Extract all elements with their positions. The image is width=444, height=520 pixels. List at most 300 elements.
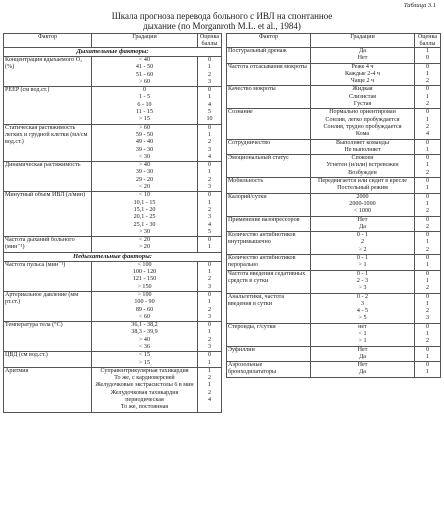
table-row bbox=[227, 270, 441, 293]
score-value: 3 bbox=[207, 343, 212, 350]
gradation-value: Нормально ориентирован bbox=[329, 109, 396, 116]
gradation-value: < 20 bbox=[138, 237, 151, 244]
gradation-value: > 100 bbox=[137, 291, 152, 298]
gradation-value: Не выполняет bbox=[344, 146, 381, 153]
gradation-value: < 1000 bbox=[353, 208, 372, 215]
gradation-value: То же, постоянная bbox=[120, 404, 169, 411]
score-value: 0 bbox=[425, 155, 430, 162]
table-row bbox=[4, 57, 222, 87]
gradation-cell bbox=[92, 87, 198, 124]
gradation-value: Выполняет команды bbox=[336, 139, 389, 146]
gradation-value: 10,1 - 15 bbox=[133, 199, 156, 206]
score-value: 1 bbox=[425, 48, 430, 54]
table-row bbox=[227, 63, 441, 86]
factor-name: Сознание bbox=[228, 109, 253, 116]
factor-cell bbox=[227, 48, 311, 64]
factor-cell bbox=[227, 362, 311, 378]
gradation-cell bbox=[311, 193, 415, 216]
gradation-value: 3 bbox=[360, 300, 365, 307]
gradation-value: < 36 bbox=[138, 343, 151, 350]
score-value: 0 bbox=[425, 362, 430, 369]
gradation-value: < 100 bbox=[137, 261, 152, 268]
score-value: 0 bbox=[425, 346, 430, 353]
gradation-value: 29 - 20 bbox=[135, 176, 154, 183]
score-value: 0 bbox=[425, 255, 430, 262]
factor-cell bbox=[4, 291, 92, 321]
gradation-value: 49 - 40 bbox=[135, 139, 154, 146]
factor-cell bbox=[4, 237, 92, 253]
score-cell bbox=[198, 87, 222, 124]
gradation-value: Сонлив, легко пробуждается bbox=[325, 116, 400, 123]
score-value: 1 bbox=[425, 369, 430, 376]
score-value: 0 bbox=[425, 216, 430, 223]
gradation-value: Нет bbox=[357, 346, 368, 353]
score-value: 4 bbox=[207, 397, 212, 404]
table-row bbox=[227, 48, 441, 64]
gradation-value: Кома bbox=[355, 131, 370, 138]
score-cell bbox=[415, 178, 441, 194]
score-cell bbox=[198, 352, 222, 368]
gradation-cell bbox=[311, 293, 415, 323]
score-value: 5 bbox=[207, 228, 212, 235]
score-value: 0 bbox=[207, 291, 212, 298]
gradation-cell bbox=[92, 291, 198, 321]
factor-name: Минутный объем ИВЛ (л/мин) bbox=[5, 192, 86, 199]
gradation-value: > 40 bbox=[138, 336, 151, 343]
table-row bbox=[4, 352, 222, 368]
score-value: 1 bbox=[425, 330, 430, 337]
factor-cell bbox=[4, 87, 92, 124]
gradation-value: 6 - 10 bbox=[137, 101, 152, 108]
table-row bbox=[4, 322, 222, 352]
score-cell bbox=[415, 323, 441, 346]
gradation-value: > 40 bbox=[138, 162, 151, 169]
score-value: 1 bbox=[207, 94, 212, 101]
score-value: 0 bbox=[207, 237, 212, 244]
factor-name: Статическая растяжимость легких и грудной клетки (мл/см вод.ст.) bbox=[5, 124, 88, 146]
score-value: 1 bbox=[207, 329, 212, 336]
factor-cell bbox=[227, 178, 311, 194]
factor-name: Стероиды, г/сутки bbox=[228, 323, 276, 330]
gradation-value: > 30 bbox=[138, 228, 151, 235]
table-row bbox=[227, 293, 441, 323]
gradation-value: 20,1 - 25 bbox=[133, 214, 156, 221]
score-cell bbox=[415, 216, 441, 232]
score-value: 2 bbox=[207, 71, 212, 78]
factor-name: Частота введения седативных средств в сутки bbox=[228, 270, 306, 284]
title-line-1: Шкала прогноза перевода больного с ИВЛ на спонтанное bbox=[111, 11, 333, 21]
gradation-value: 1 - 5 bbox=[138, 94, 151, 101]
gradation-value: > 60 bbox=[138, 78, 151, 85]
score-value: 1 bbox=[425, 239, 430, 246]
table-row bbox=[227, 255, 441, 271]
gradation-cell bbox=[311, 86, 415, 109]
gradation-value: Постельный режим bbox=[337, 185, 388, 192]
gradation-value: > 1 bbox=[358, 338, 367, 345]
gradation-value: > 1 bbox=[358, 262, 367, 269]
factor-cell bbox=[4, 162, 92, 192]
score-value: 2 bbox=[207, 206, 212, 213]
score-value: 2 bbox=[425, 169, 430, 176]
right-table bbox=[226, 33, 441, 378]
factor-name: Эуфиллин bbox=[228, 346, 255, 353]
gradation-value: Густая bbox=[353, 101, 372, 108]
score-value: 1 bbox=[207, 269, 212, 276]
gradation-value: < 10 bbox=[138, 192, 151, 199]
score-value: 3 bbox=[207, 184, 212, 191]
gradation-value: 2 - 3 bbox=[356, 277, 369, 284]
score-value: 1 bbox=[425, 162, 430, 169]
score-value: 3 bbox=[207, 283, 212, 290]
gradation-value: 41 - 50 bbox=[135, 64, 154, 71]
right-table-body bbox=[227, 48, 441, 378]
score-cell bbox=[415, 86, 441, 109]
factor-cell bbox=[227, 109, 311, 139]
gradation-cell bbox=[311, 216, 415, 232]
factor-name: Сотрудничество bbox=[228, 139, 271, 146]
gradation-value: 39 - 30 bbox=[135, 146, 154, 153]
score-value: 2 bbox=[425, 308, 430, 315]
factor-name: Количество антибиотиков внутримышечно bbox=[228, 232, 296, 246]
factor-name: Калорий/сутки bbox=[228, 193, 267, 200]
factor-name: Частота пульса (мин⁻¹) bbox=[5, 261, 66, 268]
score-value: 0 bbox=[207, 87, 212, 94]
score-value: 1 bbox=[425, 200, 430, 207]
score-cell bbox=[415, 346, 441, 362]
gradation-cell bbox=[92, 261, 198, 291]
factor-name: Температура тела (°С) bbox=[5, 322, 63, 329]
gradation-value: 0 - 1 bbox=[356, 232, 369, 239]
score-value: 2 bbox=[207, 176, 212, 183]
gradation-cell bbox=[311, 63, 415, 86]
score-value: 1 bbox=[207, 359, 212, 366]
factor-name: Эмоциональный статус bbox=[228, 155, 289, 162]
score-value: 2 bbox=[425, 101, 430, 108]
score-value: 1 bbox=[425, 353, 430, 360]
gradation-value: 0 - 1 bbox=[356, 270, 369, 277]
header-gradation: Градации bbox=[92, 34, 198, 48]
gradation-value: > 20 bbox=[138, 244, 151, 251]
gradation-value: > 15 bbox=[138, 359, 151, 366]
table-row bbox=[227, 155, 441, 178]
factor-name: Артериальное давление (мм рт.ст.) bbox=[5, 291, 79, 306]
factor-cell bbox=[227, 63, 311, 86]
score-cell bbox=[198, 124, 222, 161]
gradation-cell bbox=[311, 255, 415, 271]
gradation-value: Желудочковые экстрасистолы 6 в мин bbox=[95, 382, 194, 389]
gradation-value: < 20 bbox=[138, 184, 151, 191]
table-row bbox=[227, 86, 441, 109]
gradation-value: > 5 bbox=[358, 315, 367, 322]
section-row bbox=[4, 48, 222, 57]
gradation-value: 0 - 1 bbox=[356, 255, 369, 262]
score-value: 0 bbox=[425, 293, 430, 300]
factor-name: Качество мокроты bbox=[228, 86, 276, 93]
score-value: 0 bbox=[425, 63, 430, 70]
table-row bbox=[4, 237, 222, 253]
section-title: Недыхательные факторы: bbox=[4, 252, 222, 261]
gradation-value: То же, с кардиоверсией bbox=[114, 375, 175, 382]
table-row bbox=[227, 362, 441, 378]
header-factor: Фактор bbox=[4, 34, 92, 48]
score-value: 2 bbox=[425, 338, 430, 345]
factor-cell bbox=[4, 261, 92, 291]
score-value: 5 bbox=[207, 109, 212, 116]
gradation-value: 38,3 - 39,9 bbox=[131, 329, 158, 336]
header-score: Оценка баллы bbox=[415, 34, 441, 48]
gradation-cell bbox=[311, 270, 415, 293]
factor-cell bbox=[4, 352, 92, 368]
score-value: 4 bbox=[425, 131, 430, 138]
table-row bbox=[227, 193, 441, 216]
factor-cell bbox=[4, 57, 92, 87]
score-value: 0 bbox=[425, 139, 430, 146]
gradation-value: > 15 bbox=[138, 116, 151, 123]
gradation-value: Возбужден bbox=[348, 169, 377, 176]
gradation-value: Каждые 2-4 ч bbox=[344, 70, 381, 77]
table-row bbox=[227, 232, 441, 255]
gradation-cell bbox=[92, 124, 198, 161]
table-row bbox=[227, 109, 441, 139]
gradation-value: Да bbox=[359, 369, 366, 376]
gradation-value: > 60 bbox=[138, 124, 151, 131]
score-cell bbox=[198, 192, 222, 237]
score-cell bbox=[415, 155, 441, 178]
factor-cell bbox=[227, 270, 311, 293]
score-value: 10 bbox=[206, 116, 213, 123]
table-row bbox=[227, 346, 441, 362]
factor-name: Применение вазопрессоров bbox=[228, 216, 300, 223]
factor-cell bbox=[227, 139, 311, 155]
table-row bbox=[227, 139, 441, 155]
gradation-value: Суправентрикулярная тахикардия bbox=[100, 367, 189, 374]
factor-name: Динамическая растяжимость bbox=[5, 162, 81, 169]
gradation-value: 2000-1000 bbox=[349, 200, 376, 207]
score-value: 1 bbox=[425, 185, 430, 192]
factor-name: Аритмия bbox=[5, 367, 29, 374]
score-value: 2 bbox=[425, 223, 430, 230]
factor-cell bbox=[227, 346, 311, 362]
gradation-value: 11 - 15 bbox=[135, 109, 154, 116]
table-row bbox=[4, 162, 222, 192]
table-title bbox=[0, 11, 444, 31]
score-value: 0 bbox=[425, 178, 430, 185]
score-value: 1 bbox=[425, 93, 430, 100]
header-gradation: Градации bbox=[311, 34, 415, 48]
gradation-cell bbox=[92, 352, 198, 368]
score-value: 0 bbox=[425, 193, 430, 200]
gradation-value: < 30 bbox=[138, 153, 151, 160]
score-value: 1 bbox=[207, 199, 212, 206]
score-value: 1 bbox=[207, 64, 212, 71]
score-value: 3 bbox=[425, 315, 430, 322]
score-value: 3 bbox=[207, 313, 212, 320]
score-cell bbox=[415, 255, 441, 271]
gradation-cell bbox=[311, 155, 415, 178]
gradation-value: 89 - 60 bbox=[135, 306, 154, 313]
score-value: 0 bbox=[207, 57, 212, 63]
score-value: 4 bbox=[207, 101, 212, 108]
score-value: 4 bbox=[207, 153, 212, 160]
gradation-value: Нет bbox=[357, 216, 368, 223]
score-value: 2 bbox=[425, 285, 430, 292]
gradation-cell bbox=[311, 232, 415, 255]
section-title: Дыхательные факторы: bbox=[4, 48, 222, 57]
score-cell bbox=[198, 57, 222, 87]
table-row bbox=[4, 367, 222, 412]
gradation-value: 100 - 120 bbox=[132, 269, 157, 276]
table-row bbox=[4, 124, 222, 161]
gradation-value: Слизистая bbox=[349, 93, 376, 100]
table-row bbox=[4, 261, 222, 291]
score-cell bbox=[415, 270, 441, 293]
table-row bbox=[227, 178, 441, 194]
score-value: 0 bbox=[425, 109, 430, 116]
factor-cell bbox=[227, 255, 311, 271]
score-value: 4 bbox=[207, 221, 212, 228]
gradation-value: 15,1 - 20 bbox=[133, 206, 156, 213]
table-row bbox=[227, 323, 441, 346]
score-value: 0 bbox=[207, 192, 212, 199]
factor-name: ЦВД (см вод.ст.) bbox=[5, 352, 48, 359]
score-value: 0 bbox=[425, 55, 430, 62]
gradation-value: < 1 bbox=[358, 330, 367, 337]
factor-cell bbox=[227, 323, 311, 346]
score-cell bbox=[415, 293, 441, 323]
gradation-value: Желудочковая тахикардия периодическая bbox=[110, 389, 179, 404]
factor-cell bbox=[4, 367, 92, 412]
factor-name: Частота дыханий больного (мин⁻¹) bbox=[5, 237, 75, 251]
gradation-cell bbox=[92, 367, 198, 412]
section-row bbox=[4, 252, 222, 261]
gradation-value: > 150 bbox=[137, 283, 152, 290]
score-cell bbox=[198, 322, 222, 352]
gradation-value: Да bbox=[359, 223, 366, 230]
score-value: 2 bbox=[207, 276, 212, 283]
score-value: 1 bbox=[425, 300, 430, 307]
gradation-cell bbox=[311, 178, 415, 194]
score-value: 1 bbox=[425, 262, 430, 269]
score-value: 0 bbox=[207, 261, 212, 268]
score-value: 3 bbox=[207, 146, 212, 153]
gradation-cell bbox=[92, 57, 198, 87]
gradation-cell bbox=[311, 346, 415, 362]
table-row bbox=[4, 87, 222, 124]
gradation-value: 2000 bbox=[356, 193, 369, 200]
table-number: Таблица 3.1 bbox=[403, 2, 436, 9]
score-value: 0 bbox=[425, 270, 430, 277]
gradation-value: > 3 bbox=[358, 285, 367, 292]
gradation-value: 100 - 90 bbox=[134, 299, 155, 306]
gradation-value: Спокоен bbox=[351, 155, 374, 162]
score-value: 1 bbox=[425, 146, 430, 153]
gradation-value: Нет bbox=[357, 362, 368, 369]
score-value: 3 bbox=[207, 214, 212, 221]
score-cell bbox=[198, 367, 222, 412]
gradation-value: > 2 bbox=[358, 246, 367, 253]
gradation-cell bbox=[92, 322, 198, 352]
gradation-value: 0 - 2 bbox=[356, 293, 369, 300]
score-value: 1 bbox=[207, 367, 212, 374]
gradation-value: < 15 bbox=[138, 352, 151, 359]
gradation-value: 121 - 150 bbox=[132, 276, 157, 283]
gradation-value: Передвигается или сидит в кресле bbox=[317, 178, 407, 185]
score-value: 2 bbox=[207, 375, 212, 382]
gradation-value: 25,1 - 30 bbox=[133, 221, 156, 228]
score-cell bbox=[415, 232, 441, 255]
score-value: 1 bbox=[425, 277, 430, 284]
factor-name: Концентрация вдыхаемого О₂ (%) bbox=[5, 57, 83, 71]
score-cell bbox=[415, 193, 441, 216]
score-cell bbox=[198, 162, 222, 192]
score-value: 2 bbox=[425, 78, 430, 85]
factor-name: Частота отсасывания мокроты bbox=[228, 63, 307, 70]
score-cell bbox=[415, 109, 441, 139]
gradation-value: 2 bbox=[360, 239, 365, 246]
gradation-value: < 60 bbox=[138, 313, 151, 320]
factor-name: Аэрозольные бронходилататоры bbox=[228, 362, 277, 376]
score-value: 1 bbox=[207, 131, 212, 138]
gradation-cell bbox=[92, 192, 198, 237]
gradation-value: 36,1 - 38,2 bbox=[131, 322, 158, 329]
score-cell bbox=[198, 291, 222, 321]
header-factor: Фактор bbox=[227, 34, 311, 48]
gradation-cell bbox=[311, 139, 415, 155]
gradation-value: нет bbox=[358, 323, 367, 330]
gradation-value: Жидкая bbox=[352, 86, 373, 93]
score-value: 3 bbox=[207, 78, 212, 85]
gradation-value: 59 - 50 bbox=[135, 131, 154, 138]
factor-cell bbox=[4, 322, 92, 352]
gradation-value: Реже 4 ч bbox=[351, 63, 374, 70]
factor-cell bbox=[227, 293, 311, 323]
score-value: 2 bbox=[425, 246, 430, 253]
gradation-cell bbox=[311, 362, 415, 378]
score-value: 0 bbox=[207, 352, 212, 359]
score-value: 1 bbox=[207, 299, 212, 306]
factor-name: Анальгетики, частота введения в сутки bbox=[228, 293, 285, 307]
gradation-value: 51 - 60 bbox=[135, 71, 154, 78]
factor-cell bbox=[227, 86, 311, 109]
table-row bbox=[227, 216, 441, 232]
score-value: 1 bbox=[207, 244, 212, 251]
gradation-cell bbox=[311, 109, 415, 139]
score-value: 1 bbox=[207, 382, 212, 389]
factor-cell bbox=[227, 216, 311, 232]
factor-cell bbox=[4, 124, 92, 161]
score-value: 0 bbox=[425, 323, 430, 330]
factor-cell bbox=[227, 232, 311, 255]
factor-name: PEEP (см вод.ст.) bbox=[5, 87, 50, 94]
score-value: 2 bbox=[207, 139, 212, 146]
header-score: Оценка баллы bbox=[198, 34, 222, 48]
score-value: 1 bbox=[425, 70, 430, 77]
factor-name: Мобильность bbox=[228, 178, 264, 185]
gradation-value: < 40 bbox=[138, 57, 151, 63]
gradation-cell bbox=[92, 162, 198, 192]
gradation-cell bbox=[311, 323, 415, 346]
score-cell bbox=[198, 261, 222, 291]
gradation-cell bbox=[92, 237, 198, 253]
score-value: 2 bbox=[425, 123, 430, 130]
left-table-body bbox=[4, 48, 222, 413]
table-row bbox=[4, 192, 222, 237]
factor-cell bbox=[227, 155, 311, 178]
gradation-cell bbox=[311, 48, 415, 64]
score-value: 2 bbox=[207, 389, 212, 396]
gradation-value: 39 - 30 bbox=[135, 169, 154, 176]
score-value: 0 bbox=[425, 86, 430, 93]
